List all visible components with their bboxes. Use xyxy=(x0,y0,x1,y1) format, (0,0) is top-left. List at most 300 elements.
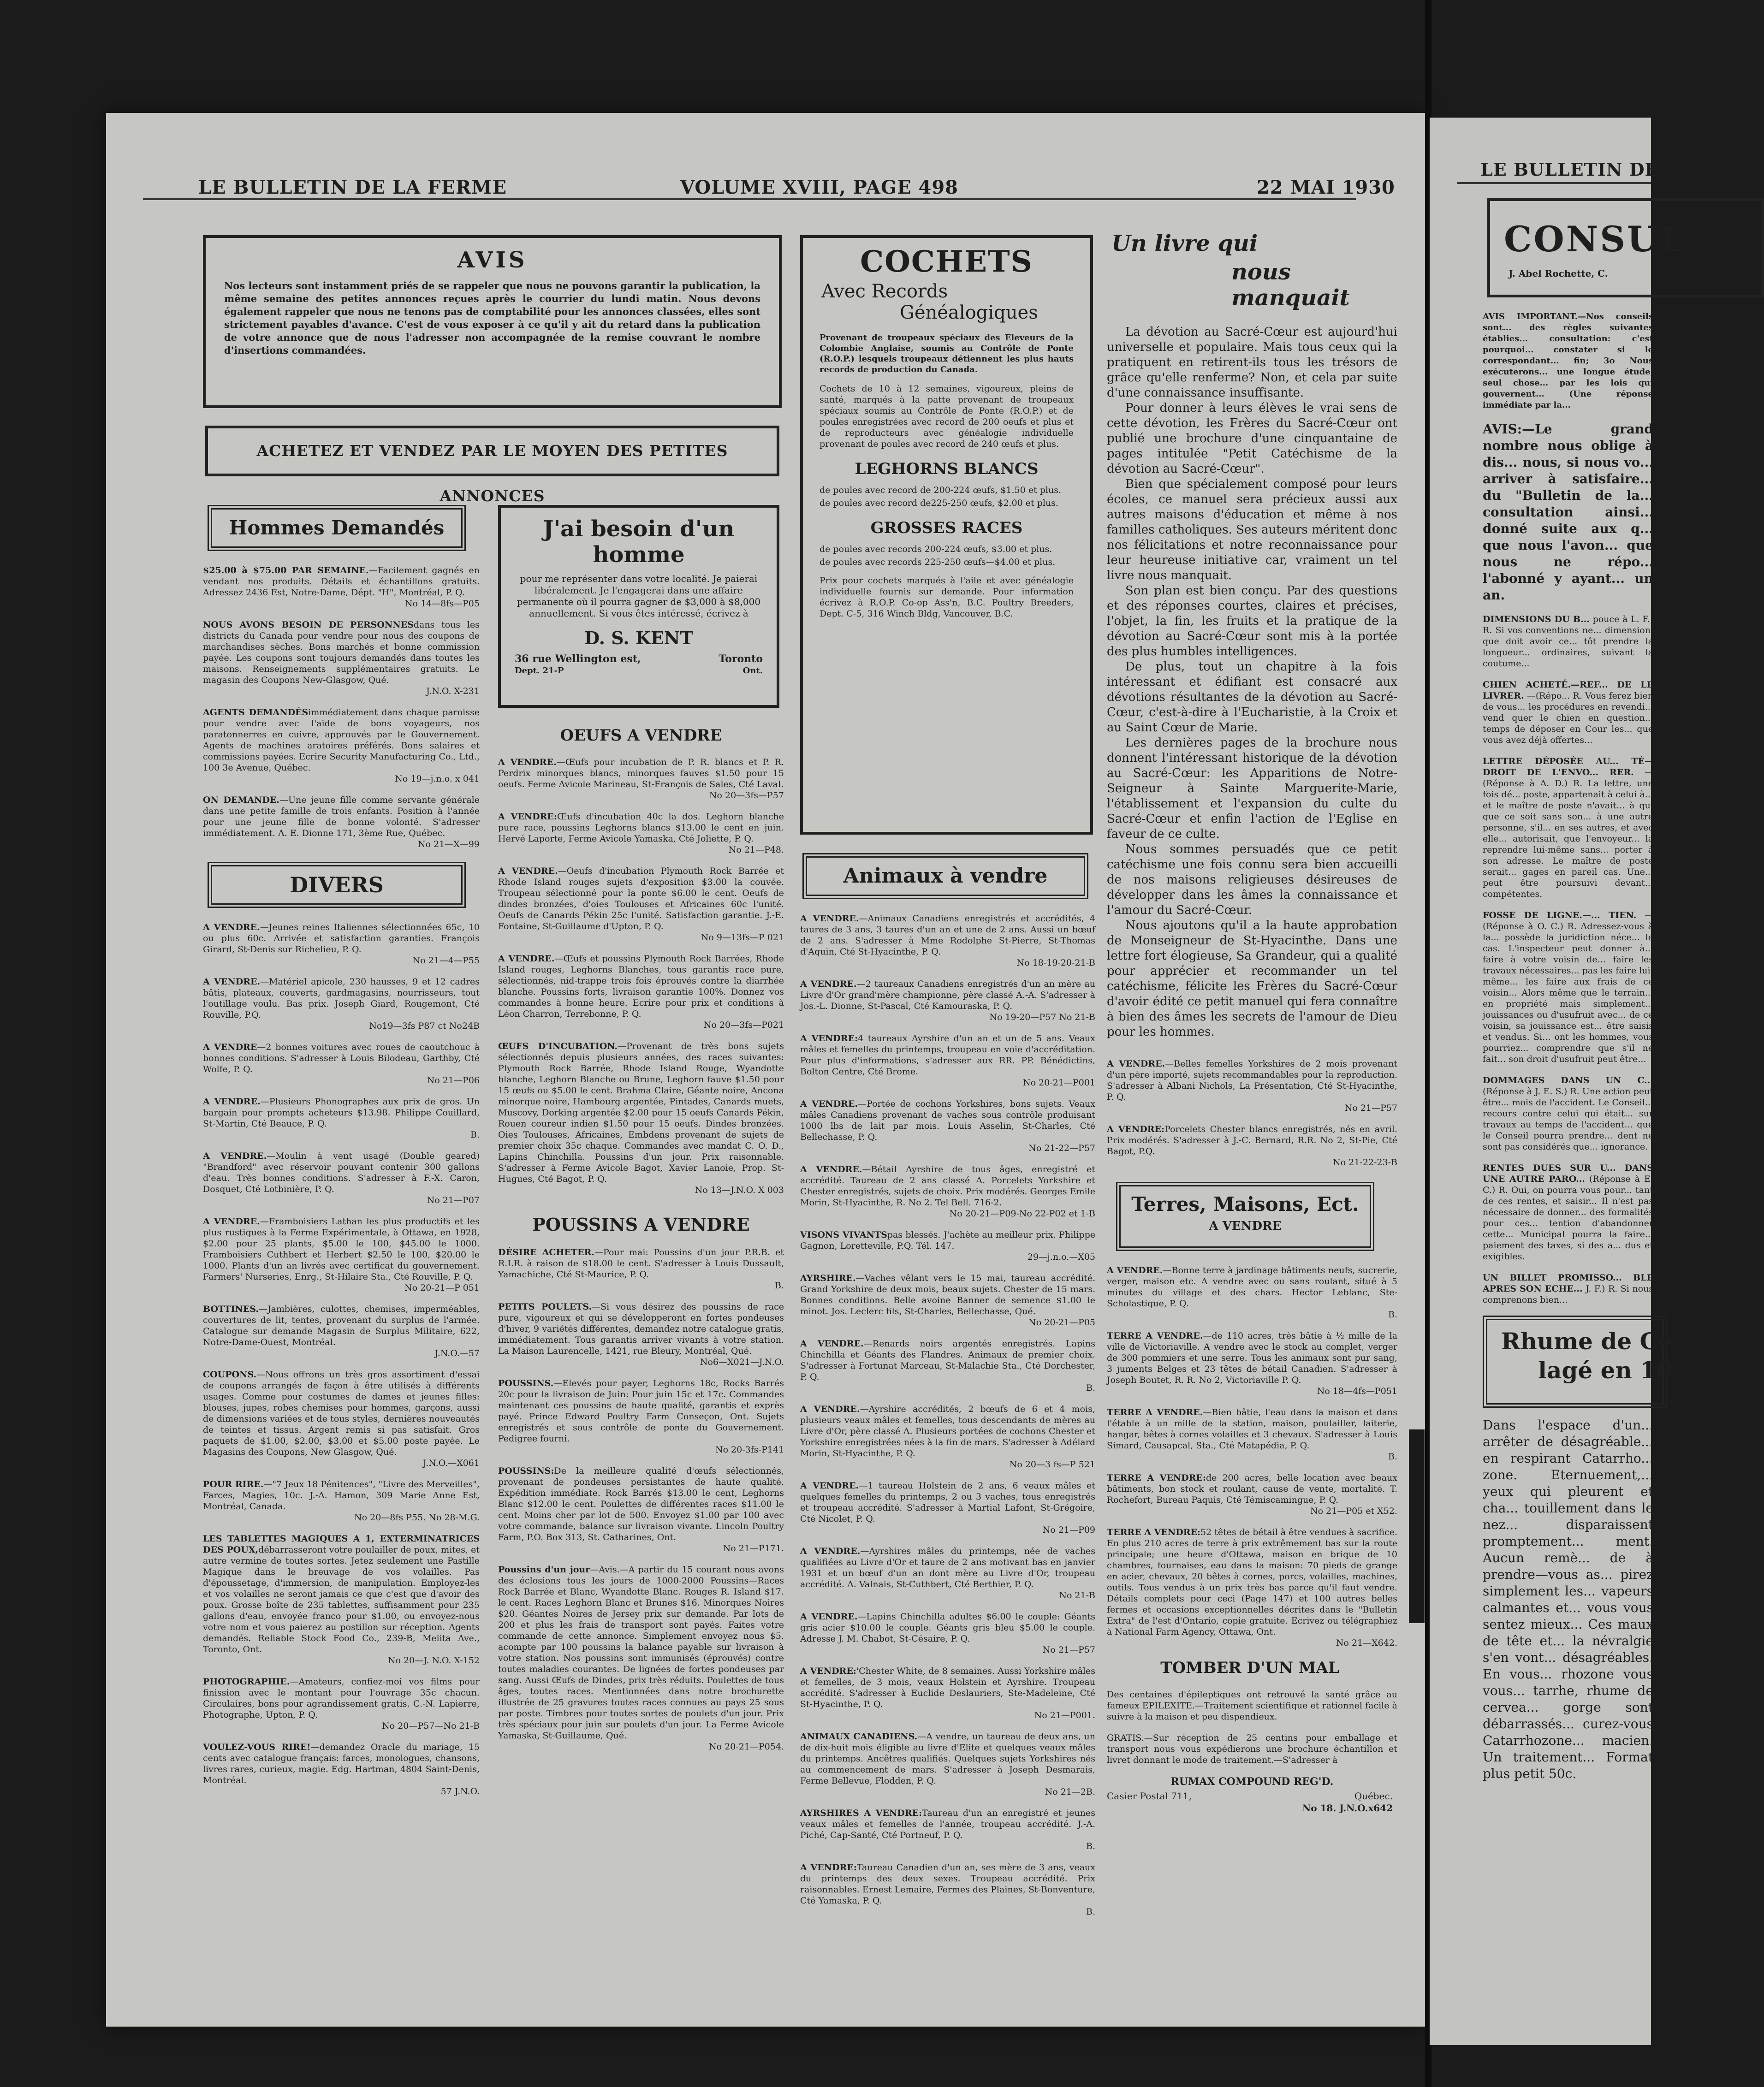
terres-ads xyxy=(1107,1265,1397,1648)
ad-text: —Œufs et poussins Plymouth Rock Barrées, Rhode Island rouges, Leghorns Blanches, tous garantis race pure, sélectionnés, nid-trappe trois fois éprouvés contre la diarrhée blanche. Poussins forts, livraison garantie 100%. Donnez vos commandes à bonne heure. Ecrire pour prix et conditions à Léon Charron, Terrebonne, P. Q. xyxy=(498,954,784,1019)
classified-ad xyxy=(800,913,1095,968)
avis-box xyxy=(203,235,782,408)
cochets-title: COCHETS xyxy=(860,244,1033,279)
ad-lead: A VENDRE. xyxy=(203,922,260,932)
classified-ad xyxy=(498,953,784,1031)
besoin-addr: 36 rue Wellington est, xyxy=(515,653,641,665)
besoin-title: J'ai besoin d'un homme xyxy=(543,516,735,568)
classified-ad xyxy=(498,757,784,801)
consultation-answer xyxy=(1483,614,1653,669)
classified-ad xyxy=(498,1378,784,1455)
ad-reference: No 21—P57 xyxy=(1344,1103,1397,1113)
ad-lead: A VENDRE: xyxy=(498,812,557,822)
ad-lead: A VENDRE: xyxy=(800,1033,858,1044)
ad-text: —Bien bâtie, l'eau dans la maison et dans l'étable à un mille de la station, maison, poulailler, laiterie, hangar, bêtes à cornes volailles et 3 chevaux. S'adresser à Louis Simard, Causapcal, Sta., Cté Matapédia, P. Q. xyxy=(1107,1407,1398,1451)
ad-reference: No 21—P57 xyxy=(1042,1645,1095,1655)
ad-lead: A VENDRE. xyxy=(800,979,857,989)
page2-masthead: LE BULLETIN DE xyxy=(1480,159,1659,180)
grosses-line1: de poules avec records 200-224 œufs, $3.00 et plus. xyxy=(820,544,1052,554)
ad-lead: A VENDRE: xyxy=(800,1862,857,1873)
ad-lead: A VENDRE. xyxy=(800,1404,860,1414)
ad-text: —Pour mai: Poussins d'un jour P.R.B. et R.I.R. à raison de $18.00 le cent. S'adresser à Louis Dussault, Yamachiche, Cté St-Maurice, P. Q. xyxy=(498,1247,784,1280)
ad-lead: TERRE A VENDRE. xyxy=(1107,1331,1203,1341)
ad-reference: No 21-22—P57 xyxy=(1028,1143,1095,1153)
consultation-answer xyxy=(1483,756,1653,900)
classified-ad xyxy=(203,794,480,850)
besoin-city: Toronto xyxy=(719,653,763,665)
ad-text: débarrasseront votre poulailler de poux, mites, et autre vermine de toutes sortes. Jetez seulement une Pastille Magique dans le breuvage de vos volailles. Pas d'époussetage, d'immersion, de manipulation. Employez-les et vos volailles ne seront jamais ce que c'est que d'avoir des poux. Grosse boîte de 235 tablettes, suffisamment pour 235 gallons d'eau, envoyée franco pour $1.00, ou envoyez-nous votre nom et vous paierez au postillon sur réception. Agents demandés. Reliable Stock Food Co., 239-B, Melita Ave., Toronto, Ont. xyxy=(203,1545,480,1654)
ad-reference: No 20—J. N.O. X-152 xyxy=(387,1655,480,1666)
tomber-addr: Casier Postal 711, xyxy=(1107,1791,1192,1802)
article-paragraph: Son plan est bien conçu. Par des questions et des réponses courtes, claires et précises, l'objet, la fin, les fruits et la pratique de la dévotion au Sacré-Cœur sont mis à la portée des plus humbles intelligences. xyxy=(1107,584,1397,658)
ad-lead: A VENDRE. xyxy=(800,1546,861,1556)
ad-reference: No19—3fs P87 ct No24B xyxy=(369,1021,480,1031)
cochets-sub2: Généalogiques xyxy=(900,302,1038,323)
ad-lead: A VENDRE. xyxy=(1107,1059,1165,1069)
classified-ad xyxy=(800,1273,1095,1328)
tomber-p2: GRATIS.—Sur réception de 25 centins pour emballage et transport nous vous expédierons une brochure échantillon et livret donnant le mode de traitement.—S'adresser à xyxy=(1107,1733,1397,1765)
ad-lead: A VENDRE. xyxy=(498,954,555,964)
classified-ad xyxy=(800,1731,1095,1797)
ad-lead: AGENTS DEMANDÉS xyxy=(203,707,309,717)
ad-reference: No 21—X642. xyxy=(1336,1638,1397,1648)
ad-text: —Oeufs d'incubation Plymouth Rock Barrée et Rhode Island rouges sujets d'exposition $3.00 la couvée. Troupeau sélectionné pour la ponte $6.00 le cent. Oeufs de dindes bronzées, d'oies Toulouses et Africaines 60c l'unité. Oeufs de Canards Pékin 25c l'unité. Satisfaction garantie. J.-E. Fontaine, St-Guillaume d'Upton, P. Q. xyxy=(498,866,784,931)
ad-text: 4 taureaux Ayrshire d'un an et un de 5 ans. Veaux mâles et femelles du printemps, troupeau en voie d'accréditation. Pour plus d'informations, s'adresser aux RR. PP. Bénédictins, Bolton Centre, Cté Brome. xyxy=(800,1033,1095,1077)
classified-ad xyxy=(1107,1058,1397,1114)
ad-reference: No 21—P48. xyxy=(728,845,784,855)
ad-text: —Jambières, culottes, chemises, imperméables, couvertures de lit, tentes, provenant du surplus de l'armée. Catalogue sur demande Magasin de Surplus Militaire, 622, Notre-Dame-Ouest, Montréal. xyxy=(203,1304,480,1347)
issue-date: 22 MAI 1930 xyxy=(1257,177,1395,198)
animaux-header-box xyxy=(802,853,1088,899)
classified-ad xyxy=(498,1041,784,1196)
page2-header-rule xyxy=(1457,182,1651,184)
column-1 xyxy=(203,505,480,1971)
ad-lead: ON DEMANDE. xyxy=(203,795,280,805)
answer-title: UN BILLET PROMISSO... BLE APRES SON ECHE... xyxy=(1483,1273,1653,1294)
answer-text: —(Répo... R. Vous ferez bien de vous... les procédures en revendi... vend quer le chien en question... temps de déposer en Cour les... que vous avez déjà offertes... xyxy=(1483,691,1653,745)
divers-title: DIVERS xyxy=(290,872,384,897)
besoin-box xyxy=(498,505,779,708)
besoin-address xyxy=(515,653,763,681)
classified-ad xyxy=(1107,1472,1397,1517)
divers-header-box xyxy=(208,862,466,908)
terres-header-box xyxy=(1116,1182,1374,1251)
livre-title2: nous manquait xyxy=(1231,259,1350,311)
ad-lead: ANIMAUX CANADIENS. xyxy=(800,1731,918,1742)
ad-lead: POUR RIRE. xyxy=(203,1479,264,1489)
classified-ad xyxy=(800,1480,1095,1536)
ad-lead: DÉSIRE ACHETER. xyxy=(498,1247,594,1257)
classified-ad xyxy=(203,1742,480,1797)
ad-reference: No 20-21—P 051 xyxy=(404,1283,480,1293)
leghorns-line2: de poules avec record de225-250 œufs, $2.00 et plus. xyxy=(820,498,1058,508)
ad-reference: No 21-B xyxy=(1059,1590,1095,1601)
ad-text: —Facilement gagnés en vendant nos produits. Détails et échantillons gratuits. Adressez 2436 Est, Notre-Dame, Dépt. "H", Montréal, P. Q. xyxy=(203,565,480,598)
ad-text: —Jeunes reines Italiennes sélectionnées 65c, 10 ou plus 60c. Arrivée et satisfaction garanties. François Girard, St-Denis sur Richelieu, P. Q. xyxy=(203,922,480,955)
leghorns-line1: de poules avec record de 200-224 œufs, $1.50 et plus. xyxy=(820,485,1062,495)
classified-ad xyxy=(800,1098,1095,1154)
rhume-title1: Rhume de Ce xyxy=(1501,1328,1673,1355)
ad-text: —Elevés pour payer, Leghorns 18c, Rocks Barrés 20c pour la livraison de Juin: Pour juin 15c et 17c. Commandes maintenant ces poussins de haute qualité, garantis et exprès payé. Prince Edward Poultry Farm Conseçon, Ont. Sujets enregistrés et sous contrôle de ponte du Gouvernement. Pedigree fourni. xyxy=(498,1378,784,1444)
ad-reference: 29—j.n.o.—X05 xyxy=(1027,1252,1095,1262)
ad-text: —Bonne terre à jardinage bâtiments neufs, sucrerie, verger, maison etc. A vendre avec ou sans roulant, situé à 5 minutes du village et des chars. Hector Leblanc, Ste-Scholastique, P. Q. xyxy=(1107,1265,1397,1309)
besoin-name: D. S. KENT xyxy=(584,628,693,648)
classified-ad xyxy=(203,922,480,966)
ad-lead: A VENDRE. xyxy=(800,1099,858,1109)
ad-text: Porcelets Chester blancs enregistrés, nés en avril. Prix modérés. S'adresser à J.-C. Bernard, R.R. No 2, St-Pie, Cté Bagot, P.Q. xyxy=(1107,1124,1398,1156)
cochets-intro: Provenant de troupeaux spéciaux des Eleveurs de la Colombie Anglaise, soumis au Contrôle de Ponte (R.O.P.) lesquels troupeaux détiennent les plus hauts records de production du Canada. xyxy=(820,333,1074,374)
ad-text: —2 taureaux Canadiens enregistrés d'un an mère au Livre d'Or grand'mère championne, père classé A.-A. S'adresser à Jos.-L. Dionne, St-Pascal, Cté Kamouraska, P. Q. xyxy=(800,979,1095,1011)
ad-lead: A VENDRE. xyxy=(498,866,558,876)
classified-ad xyxy=(800,1666,1095,1721)
classified-ad xyxy=(203,1304,480,1359)
article-paragraph: De plus, tout un chapitre à la fois intéressant et édifiant est consacré aux dévotions résultantes de la dévotion au Sacré-Cœur, c'est-à-dire à l'Eucharistie, à la Croix et au Saint Cœur de Marie. xyxy=(1107,660,1397,735)
ad-reference: No 21—P171. xyxy=(723,1543,784,1553)
ad-text: —Moulin à vent usagé (Double geared) "Brandford" avec réservoir pouvant contenir 300 gallons d'eau. Très bonnes conditions. S'adresser à F.-X. Caron, Dosquet, Cté Lotbinière, P. Q. xyxy=(203,1151,480,1194)
ad-text: —Belles femelles Yorkshires de 2 mois provenant d'un père importé, sujets recommandables pour la reproduction. S'adresser à Albani Nichols, La Présentation, Cté St-Hyacinthe, P. Q. xyxy=(1107,1059,1397,1102)
ad-lead: A VENDRE xyxy=(203,1042,257,1052)
classified-ad xyxy=(1107,1265,1397,1320)
ad-reference: No 18—4fs—P051 xyxy=(1317,1386,1397,1396)
consultation-answer xyxy=(1483,1272,1653,1305)
ad-text: —Si vous désirez des poussins de race pure, vigoureux et qui se développeront en fortes pondeuses d'hiver, 9 variétés différentes, demandez notre catalogue gratis, immédiatement. Tous garantis arriver vivants à votre station. La Maison Laurencelle, 1421, rue Bleury, Montréal, Qué. xyxy=(498,1302,784,1356)
classified-ad xyxy=(203,619,480,697)
ad-text: —Bétail Ayrshire de tous âges, enregistré et accrédité. Taureau de 2 ans classé A. Porcelets Yorkshire et Chester enregistrés, sujets de choix. Prix modérés. Georges Emile Morin, St-Hyacinthe, R. No 2. Tel Bell. 716-2. xyxy=(800,1164,1096,1208)
ad-reference: No 21—P09 xyxy=(1042,1525,1095,1535)
classified-ad xyxy=(203,565,480,609)
ad-lead: A VENDRE: xyxy=(800,1666,856,1676)
leghorns-title: LEGHORNS BLANCS xyxy=(855,460,1039,478)
answer-text: —(Réponse à A. D.) R. La lettre, une fois dé... poste, appartenait à celui à... et le maître de poste n'avait... à qui que ce soit sans son... à une autre personne, s'il... en ses autres, et avec elle... autorisait, que l'envoyeur... la reprendre lui-même sans... porter à son adresse. Le maître de poste serait... gages en pareil cas. Une... peut être poursuivi devant... compétentes. xyxy=(1483,767,1653,899)
column-2 xyxy=(498,505,784,1971)
avis-body: Nos lecteurs sont instamment priés de se rappeler que nous ne pouvons garantir la publication, la même semaine des petites annonces reçues après le courrier du lundi matin. Nous devons également rappeler que nous ne tenons pas de comptabilité pour les annonces classées, elles sont strictement payables d'avance. C'est de vous exposer à ce qu'il y ait du retard dans la publication de votre annonce que de nous l'adresser non accompagnée de la remise couvrant le nombre d'insertions commandées. xyxy=(224,280,760,356)
ad-text: —"7 Jeux 18 Pénitences", "Livre des Merveilles", Farces, Magies, 10c. J.-A. Hamon, 309 Marie Anne Est, Montréal, Canada. xyxy=(203,1479,480,1512)
ad-lead: POUSSINS. xyxy=(498,1378,554,1388)
ad-reference: No 21—2B. xyxy=(1045,1787,1095,1797)
ad-text: Taureau d'un an enregistré et jeunes veaux mâles et femelles de l'année, troupeau accrédité. J.-A. Piché, Cap-Santé, Cté Portneuf, P. Q. xyxy=(800,1808,1095,1840)
besoin-dept: Dept. 21-P xyxy=(515,666,564,676)
ad-lead: PHOTOGRAPHIE. xyxy=(203,1677,290,1687)
achetez-banner xyxy=(205,426,779,505)
answer-title: RENTES DUES SUR U... DANS UNE AUTRE PARO... xyxy=(1483,1163,1653,1184)
ad-reference: J.N.O. X-231 xyxy=(426,686,480,696)
ad-lead: A VENDRE: xyxy=(1107,1124,1165,1134)
ad-text: —Animaux Canadiens enregistrés et accrédités, 4 taures de 3 ans, 3 taures d'un an et une de 2 ans. Aussi un bœuf de 2 ans. S'adresser à Mme Rodolphe St-Pierre, St-Thomas d'Aquin, Cté St-Hyacinthe, P. Q. xyxy=(800,913,1095,957)
ad-lead: TERRE A VENDRE: xyxy=(1107,1527,1201,1537)
poussins-title: POUSSINS A VENDRE xyxy=(532,1214,750,1235)
tomber-ref: No 18. J.N.O.x642 xyxy=(1302,1802,1393,1814)
ad-text: —Avis.—A partir du 15 courant nous avons des éclosions tous les jours de 1000-2000 Poussins—Races Rock Barrée et Blanc, Wyandotte Blanc. Rouges R. Island $17. le cent. Races Leghorn Blanc et Brunes $16. Minorques Noires $20. Géantes Noires de Jersey prix sur demande. Par lots de 200 et plus les frais de transport sont payés. Faites votre commande de cette annonce. Simplement envoyez nous $5. acompte par 100 poussins la balance payable sur livraison à votre station. Nos poussins sont immunisés (éprouvés) contre toutes maladies courantes. De lignées de fortes pondeuses par sang. Aussi Œufs de Dindes, prix très réduits. Poulettes de tous âges, toutes races. Mentionnées dans notre brochurette illustrée de 25 gravures toutes races connues au pays 25 sous par poste. Timbres pour toutes sortes de poulets d'un jour. Prix très spéciaux pour juin sur poulets d'un jour. La Ferme Avicole Yamaska, St-Guillaume, Qué. xyxy=(498,1565,784,1741)
consult-box xyxy=(1487,198,1764,297)
answer-text: (Réponse à E. C.) R. Oui, on pourra vous pour... tant de ces rentes, et saisir... Il n'est pas nécessaire de donner... des formalités pour ces... tention d'abandonner cette... Municipal pourra la faire... paiement des taxes, si des a... dus et exigibles. xyxy=(1483,1174,1653,1262)
classified-ad xyxy=(800,1404,1095,1470)
livre-title1: Un livre qui xyxy=(1111,231,1258,256)
ad-text: pas blessés. J'achète au meilleur prix. Philippe Gagnon, Loretteville, P.Q. Tél. 147. xyxy=(800,1230,1095,1251)
classified-ad xyxy=(800,978,1095,1023)
answer-title: DIMENSIONS DU B... xyxy=(1483,614,1590,624)
ad-text: —A vendre, un taureau de deux ans, un de dix-huit mois éligible au livre d'Elite et quelques veaux mâles du printemps. Ancêtres qualifiés. Quelques sujets Yorkshires nés au commencement de mars. S'adresser à Joseph Desmarais, Ferme Bellevue, Flodden, P. Q. xyxy=(800,1731,1095,1786)
cochets-p1: Cochets de 10 à 12 semaines, vigoureux, pleins de santé, marqués à la patte provenant de troupeaux spéciaux soumis au Contrôle de Ponte (R.O.P.) et de poules enregistrées avec record de 200 oeufs et plus et de reproducteurs avec généalogie individuelle provenant de poules avec record de 240 œufs et plus. xyxy=(820,384,1074,449)
classified-ad xyxy=(203,1150,480,1206)
ad-lead: A VENDRE. xyxy=(203,977,261,987)
ad-lead: A VENDRE. xyxy=(1107,1265,1163,1275)
grosses-line2: de poules avec records 225-250 œufs—$4.00 et plus. xyxy=(820,557,1056,567)
ad-text: —Renards noirs argentés enregistrés. Lapins Chinchilla et Géants des Flandres. Animaux de premier choix. S'adresser à Fortunat Marceau, St-Malachie Sta., Cté Dorchester, P. Q. xyxy=(800,1339,1095,1382)
ad-lead: VISONS VIVANTS xyxy=(800,1230,887,1240)
ad-lead: TERRE A VENDRE: xyxy=(1107,1473,1206,1483)
ad-reference: B. xyxy=(774,1281,784,1291)
ad-text: —Plusieurs Phonographes aux prix de gros. Un bargain pour prompts acheteurs $13.98. Philippe Couillard, St-Martin, Cté Beauce, P. Q. xyxy=(203,1097,480,1129)
classified-ad xyxy=(800,1862,1095,1917)
consult-subtitle: J. Abel Rochette, C. xyxy=(1509,268,1608,279)
ad-reference: No 13—J.N.O. X 003 xyxy=(695,1185,784,1195)
ad-text: —demandez Oracle du mariage, 15 cents avec catalogue français: farces, monologues, chansons, livres rares, curieux, magie. Edg. Hartman, 4804 Saint-Denis, Montréal. xyxy=(203,1742,480,1785)
ad-text: —Lapins Chinchilla adultes $6.00 le couple: Géants gris acier $10.00 le couple. Géants gris bleu $5.00 le couple. Adresse J. M. Chabot, St-Césaire, P. Q. xyxy=(800,1612,1096,1644)
consultation-answer xyxy=(1483,679,1653,746)
ad-reference: No 21—P05 et X52. xyxy=(1310,1506,1397,1516)
ad-reference: No 21—P06 xyxy=(427,1075,480,1085)
page2-column xyxy=(1483,311,1673,1833)
ad-reference: No 20-21—P001 xyxy=(1023,1078,1095,1088)
animaux-ads xyxy=(800,913,1095,1917)
classified-ad xyxy=(800,1033,1095,1088)
ad-text: —Portée de cochons Yorkshires, bons sujets. Veaux mâles Canadiens provenant de vaches sous contrôle produisant 1000 lbs de lait par mois. Louis Asselin, St-Charles, Cté Bellechasse, P. Q. xyxy=(800,1099,1095,1142)
column-3 xyxy=(800,235,1095,1969)
article-paragraph: Nous sommes persuadés que ce petit catéchisme une fois connu sera bien accueilli de nos maisons religieuses désireuses de développer dans les âmes la connaissance et l'amour du Sacré-Cœur. xyxy=(1107,842,1397,917)
ad-lead: A VENDRE. xyxy=(498,757,557,767)
ad-reference: No 20—3fs—P021 xyxy=(703,1020,784,1030)
ad-lead: POUSSINS: xyxy=(498,1466,554,1476)
oeufs-ads xyxy=(498,757,784,1196)
classified-ad xyxy=(203,1676,480,1731)
classified-ad xyxy=(800,1164,1095,1219)
ad-reference: No 14—8fs—P05 xyxy=(404,599,480,609)
ad-lead: A VENDRE. xyxy=(800,1612,858,1622)
tomber-ad xyxy=(1107,1689,1397,1816)
ad-reference: No 19—j.n.o. x 041 xyxy=(395,774,480,784)
newspaper-page xyxy=(106,113,1425,2027)
grosses-title: GROSSES RACES xyxy=(870,519,1023,537)
ad-reference: No 20-21—P09-No 22-P02 et 1-B xyxy=(949,1209,1095,1219)
ad-text: —2 bonnes voitures avec roues de caoutchouc à bonnes conditions. S'adresser à Louis Bilodeau, Garthby, Cté Wolfe, P. Q. xyxy=(203,1042,480,1074)
ad-text: —Œufs pour incubation de P. R. blancs et P. R. Perdrix minorques blancs, minorques fauves $1.50 pour 15 oeufs. Ferme Avicole Marineau, St-François de Sales, Cté Laval. xyxy=(498,757,784,789)
classified-ad xyxy=(203,976,480,1032)
answer-text: pouce à L. F.) R. Si vos conventions ne... dimension, que doit avoir ce... tôt prendre la longueur... ordinaires, suivant la coutume... xyxy=(1483,614,1653,669)
consultation-answer xyxy=(1483,1162,1653,1262)
article-paragraph: Les dernières pages de la brochure nous donnent l'intéressant historique de la dévotion au Sacré-Cœur: les Apparitions de Notre-Seigneur à Sainte Marguerite-Marie, l'établissement et l'expansion du culte du Sacré-Cœur et enfin l'action de l'Eglise en faveur de ce culte. xyxy=(1107,736,1397,841)
ad-lead: ŒUFS D'INCUBATION. xyxy=(498,1041,618,1051)
cochets-box xyxy=(800,235,1093,835)
masthead-title: LE BULLETIN DE LA FERME xyxy=(198,177,507,198)
ad-text: —Amateurs, confiez-moi vos films pour finission avec le montant pour l'ouvrage 35c chacun. Circulaires, bons pour agrandissement gratis. C.-N. Lapierre, Photographe, Upton, P. Q. xyxy=(203,1677,480,1720)
classified-ad xyxy=(498,1247,784,1291)
classified-ad xyxy=(203,1096,480,1140)
classified-ad xyxy=(203,707,480,784)
answer-title: DOMMAGES DANS UN C... xyxy=(1483,1075,1653,1085)
column-4 xyxy=(1098,221,1402,1974)
ad-reference: No 20-21—P05 xyxy=(1028,1317,1095,1328)
terres-title: Terres, Maisons, Ect. xyxy=(1131,1193,1359,1215)
ad-reference: No 19-20—P57 No 21-B xyxy=(989,1012,1095,1022)
article-paragraph: Nous ajoutons qu'il a la haute approbation de Monseigneur de St-Hyacinthe. Dans une lettre fort élogieuse, Sa Grandeur, qui a qualité pour apprécier et recommander un tel catéchisme, félicite les Frères du Sacré-Cœur d'avoir édité ce petit manuel qui fera connaître à bien des âmes les secrets de l'amour de Dieu pour les hommes. xyxy=(1107,919,1397,1039)
article-paragraph: La dévotion au Sacré-Cœur est aujourd'hui universelle et populaire. Mais tous ceux qui la pratiquent en retirent-ils tous les trésors de grâce qu'elle renferme? Non, et cela par suite d'une connaissance insuffisante. xyxy=(1107,325,1397,400)
ad-reference: No 21-22-23-B xyxy=(1333,1157,1397,1168)
classified-ad xyxy=(498,866,784,943)
consultation-answer xyxy=(1483,1075,1653,1152)
ad-lead: A VENDRE. xyxy=(800,1481,859,1491)
classified-ad xyxy=(498,1564,784,1752)
answer-text: (Réponse à J. E. S.) R. Une action peut être... mois de l'accident. Le Conseil... recours contre celui qui était... sur travaux au temps de l'accident... que le Conseil pourra prendre... dent ne sont pas considérés que... ignorance. xyxy=(1483,1086,1653,1152)
classified-ad xyxy=(1107,1527,1397,1648)
ad-lead: A VENDRE. xyxy=(800,913,859,924)
consultation-answer xyxy=(1483,910,1653,1065)
answer-text: J. F.) R. Si nous comprenons bien... xyxy=(1483,1284,1653,1305)
classified-ad xyxy=(203,1042,480,1086)
ad-lead: $25.00 à $75.00 PAR SEMAINE. xyxy=(203,565,369,575)
ad-text: —Une jeune fille comme servante générale dans une petite famille de trois enfants. Position à l'année pour une jeune fille de bonne volonté. S'adresser immédiatement. A. E. Dionne 171, 3ème Rue, Québec. xyxy=(203,795,480,838)
ad-reference: B. xyxy=(1388,1452,1397,1462)
ad-text: Taureau Canadien d'un an, ses mère de 3 ans, veaux du printemps des deux sexes. Troupeau accrédité. Prix raisonnables. Ernest Lemaire, Fermes des Plaines, St-Bonventure, Cté Yamaska, P. Q. xyxy=(800,1862,1096,1906)
ad-lead: AYRSHIRE. xyxy=(800,1273,856,1283)
avis-title: AVIS xyxy=(457,247,528,273)
ad-lead: BOTTINES. xyxy=(203,1304,259,1314)
classified-ad xyxy=(498,811,784,855)
rhume-title2: lagé en 10 xyxy=(1538,1357,1672,1384)
ad-reference: No 20-21—P054. xyxy=(709,1742,784,1752)
tomber-address xyxy=(1107,1791,1397,1816)
divers-ads xyxy=(203,922,480,1797)
ad-reference: J.N.O.—57 xyxy=(434,1348,480,1358)
article-paragraph: Pour donner à leurs élèves le vrai sens de cette dévotion, les Frères du Sacré-Cœur ont publié une brochure d'une cinquantaine de pages intitulée "Petit Catéchisme de la dévotion au Sacré-Cœur". xyxy=(1107,401,1397,476)
ad-lead: LES TABLETTES MAGIQUES A 1, EXTERMINATRICES DES POUX, xyxy=(203,1534,480,1555)
ad-text: 'Chester White, de 8 semaines. Aussi Yorkshire mâles et femelles, de 3 mois, veaux Holstein et Ayrshire. Troupeau accrédité. S'adresser à Euclide Deslauriers, Ste-Madeleine, Cté St-Hyacinthe, P. Q. xyxy=(800,1666,1095,1709)
classified-ad xyxy=(1107,1407,1397,1462)
ad-reference: No 21—P001. xyxy=(1034,1710,1095,1720)
tomber-city: Québec. xyxy=(1354,1791,1393,1802)
classified-ad xyxy=(498,1301,784,1368)
ad-text: dans tous les districts du Canada pour vendre pour nous des coupons de marchandises sèches. Bons marchés et bonne commission payée. Les coupons sont toujours demandés dans toutes les maisons. Renseignements supplémentaires gratuits. Le magasin des Coupons New-Glasgow, Qué. xyxy=(203,620,480,685)
tomber-title: TOMBER D'UN MAL xyxy=(1160,1659,1339,1677)
ad-reference: B. xyxy=(1086,1841,1095,1851)
ad-reference: No 20—3 fs—P 521 xyxy=(1009,1459,1095,1470)
ad-text: —Nous offrons un très gros assortiment d'essai de coupons arrangés de façon à être utilisés à différents usages. Comme pour costumes de dames et jeunes filles: blouses, jupes, robes chemises pour hommes, garçons, aussi de dimensions variées et de tous styles, dernières nouveautés de teintes et tissus. Argent remis si pas satisfait. Gros paquets de $1.00, $2.00, $3.00 et $5.00 poste payée. Le Magasins des Coupons, New Glasgow, Qué. xyxy=(203,1370,480,1457)
classified-ad xyxy=(800,1808,1095,1852)
hommes-title: Hommes Demandés xyxy=(229,516,445,539)
answer-title: LETTRE DÉPOSÉE AU... TÉ—DROIT DE L'ENVO... RER. xyxy=(1483,756,1653,777)
ad-reference: No 20—3fs—P57 xyxy=(709,790,784,800)
tomber-name: RUMAX COMPOUND REG'D. xyxy=(1170,1776,1334,1788)
ad-text: immédiatement dans chaque paroisse pour vendre avec l'aide de bons voyageurs, nos paratonnerres en cuivre, approuvés par le Gouvernement. Agents de machines aratoires préférés. Bons salaires et commissions payées. Ecrire Security Manufacturing Co., Ltd., 100 3e Avenue, Québec. xyxy=(203,707,480,773)
ad-reference: B. xyxy=(1086,1383,1095,1393)
ad-lead: Poussins d'un jour xyxy=(498,1565,590,1575)
ad-reference: No 21—4—P55 xyxy=(412,955,480,966)
adjacent-page xyxy=(1430,118,1686,2045)
ad-text: 52 têtes de bétail à être vendues à sacrifice. En plus 210 acres de terre à prix extrêmement bas sur la route principale; une heure d'Ottawa, maison en brique de 10 chambres, fournaises, eau dans la maison: 70 pieds de grange en acier, chevaux, 20 bêtes à cornes, porcs, volailles, machines, outils. Tous vendus à un prix très bas parce qu'il faut vendre. Détails complets pour ceci (Page 147) et 100 autres belles fermes et occasions exceptionnelles décrites dans le "Bulletin Extra" de l'est d'Ontario, copie gratuite. Ecrivez ou télégraphiez à National Farm Agency, Ottawa, Ont. xyxy=(1107,1527,1397,1637)
yorkshire-ads xyxy=(1107,1058,1397,1168)
header-rule xyxy=(143,198,1356,200)
ad-lead: A VENDRE. xyxy=(203,1151,267,1161)
hommes-header-box xyxy=(208,505,466,551)
consult-title: CONSUL xyxy=(1504,219,1686,260)
ad-text: —Matériel apicole, 230 hausses, 9 et 12 cadres bâtis, plateaux, couverts, gardmagasins, nourrisseurs, tout l'outillage voulu. Bas prix. Joseph Giard, Rougemont, Cté Rouville, P.Q. xyxy=(203,977,480,1020)
ad-lead: A VENDRE. xyxy=(800,1339,864,1349)
page2-avis: AVIS:—Le grand nombre nous oblige à dis... nous, si nous vo... arriver à satisfaire... du "Bulletin de la... consultation ainsi... donné suite aux q... que nous l'avon... que nous ne répo... l'abonné y ayant... un an. xyxy=(1483,421,1653,603)
classified-ad xyxy=(1107,1330,1397,1397)
livre-article xyxy=(1107,325,1397,1040)
ad-reference: No 20—8fs P55. No 28-M.G. xyxy=(354,1512,480,1523)
ad-lead: COUPONS. xyxy=(203,1370,257,1380)
ad-reference: No 21—X—99 xyxy=(418,839,480,849)
classified-ad xyxy=(498,1465,784,1554)
ad-lead: A VENDRE. xyxy=(203,1216,260,1227)
ad-text: De la meilleure qualité d'œufs sélectionnés, provenant de pondeuses persistantes de haute qualité. Expédition immédiate. Rock Barrés $13.00 le cent, Leghorns Blanc $12.00 le cent. Poulettes de différentes races $11.00 le cent. Moins cher par lot de 500. Envoyez $1.00 par 100 avec votre commande, balance sur livraison vivante. Lincoln Poultry Farm, P.O. Box 313, St. Catharines, Ont. xyxy=(498,1466,784,1542)
classified-ad xyxy=(203,1479,480,1523)
ad-lead: A VENDRE. xyxy=(203,1097,261,1107)
ad-lead: PETITS POULETS. xyxy=(498,1302,592,1312)
besoin-prov: Ont. xyxy=(742,666,763,676)
classified-ad xyxy=(1107,1124,1397,1168)
ad-reference: No 21—P07 xyxy=(427,1195,480,1205)
ad-reference: No 9—13fs—P 021 xyxy=(701,932,784,943)
besoin-body: pour me représenter dans votre localité. Je paierai libéralement. Je l'engagerai dans une affaire permanente où il pourra gagner de $3,000 à $8,000 annuellement. Si vous êtes intéressé, écrivez à xyxy=(517,573,761,619)
ad-reference: No 18-19-20-21-B xyxy=(1016,958,1095,968)
classified-ad xyxy=(203,1369,480,1469)
ad-text: —Framboisiers Lathan les plus productifs et les plus rustiques à la Ferme Expérimentale, à Ottawa, en 1928, $2.00 pour 25 plants, $5.00 le 100, $45.00 le 1000. Framboisiers Cuthbert et Herbert $2.50 le 100, $20.00 le 1000. Plants d'un an livrés avec certificat du gouvernement. Farmers' Nurseries, Enrg., St-Hilaire Sta., Cté Rouville, P. Q. xyxy=(203,1216,480,1282)
cochets-p2: Prix pour cochets marqués à l'aile et avec généalogie individuelle fournis sur demande. Pour information écrivez à R.O.P. Co-op Ass'n, B.C. Poultry Breeders, Dept. C-5, 316 Winch Bldg, Vancouver, B.C. xyxy=(820,575,1074,619)
ad-reference: No 20-3fs-P141 xyxy=(715,1445,784,1455)
ad-text: —Ayrshire accrédités, 2 bœufs de 6 et 4 mois, plusieurs veaux mâles et femelles, tous descendants de mères au Livre d'Or, père classé A. Plusieurs portées de cochons Chester et Yorkshire enregistrées nées à la fin de mars. S'adresser à Adélard Morin, St-Hyacinthe, P. Q. xyxy=(800,1404,1095,1459)
ad-reference: No 20—P57—No 21-B xyxy=(382,1721,480,1731)
classified-ad xyxy=(203,1533,480,1666)
ad-reference: B. xyxy=(470,1130,480,1140)
achetez-banner-text: ACHETEZ ET VENDEZ PAR LE MOYEN DES PETITES ANNONCES xyxy=(256,442,728,505)
ad-text: —de 110 acres, très bâtie à ½ mille de la ville de Victoriaville. A vendre avec le stock au complet, verger de 300 pommiers et une serre. Tous les animaux sont pur sang, 3 juments Belges et 23 têtes de bétail Canadien. S'adresser à Joseph Boutet, R. R. No 2, Victoriaville P. Q. xyxy=(1107,1331,1397,1385)
oeufs-title: OEUFS A VENDRE xyxy=(560,726,722,745)
ad-lead: A VENDRE. xyxy=(800,1164,862,1174)
page2-important: AVIS IMPORTANT.—Nos conseils sont... des règles suivantes établies... consultation: c'est pourquoi... constater si le correspondant... fin; 3o Nous exécuterons... une longue étude, seul chose... par les lois qui gouvernent... (Une réponse immédiate par la... xyxy=(1483,312,1653,410)
answer-title: CHIEN ACHETÉ.—REF... DE LE LIVRER. xyxy=(1483,680,1653,701)
scan-smudge xyxy=(1409,1429,1425,1623)
hommes-ads xyxy=(203,565,480,850)
ad-text: —Ayrshires mâles du printemps, née de vaches qualifiées au Livre d'Or et taure de 2 ans motivant bas en janvier 1931 et un bœuf d'un an dont mère au Livre d'Or, troupeau accrédité. A. Valnais, St-Cuthbert, Cté Berthier, P. Q. xyxy=(800,1546,1096,1589)
ad-lead: AYRSHIRES A VENDRE: xyxy=(800,1808,922,1818)
ad-reference: B. xyxy=(1086,1907,1095,1917)
classified-ad xyxy=(800,1229,1095,1263)
ad-lead: VOULEZ-VOUS RIRE! xyxy=(203,1742,311,1752)
ad-reference: J.N.O.—X061 xyxy=(423,1458,480,1468)
terres-subtitle: A VENDRE xyxy=(1209,1219,1282,1233)
ad-lead: TERRE A VENDRE. xyxy=(1107,1407,1203,1417)
ad-reference: 57 J.N.O. xyxy=(440,1786,480,1796)
cochets-sub1: Avec Records xyxy=(821,281,948,302)
answer-text: —(Réponse à O. C.) R. Adressez-vous à la... possède la juridiction néce... le cas. L'inspecteur peut donner à... faire à votre voisin de... faire les travaux nécessaires... pas les faire lui-même... les faire aux frais de ce voisin... Alors même que le terrain... en propriété mais simplement... jouissances ou d'usufruit avec... de ce voisin, sa jouissance est... être saisis et vendus. Si... ont les hommes, vous pourriez... comprendre que s'il ne fait... son droit d'usufruit peut être... xyxy=(1483,910,1654,1064)
ad-reference: No6—X021—J.N.O. xyxy=(700,1357,784,1367)
ad-text: de 200 acres, belle location avec beaux bâtiments, bon stock et roulant, cause de vente, mortalité. T. Rochefort, Bureau Paquis, Cté Témiscamingue, P. Q. xyxy=(1107,1473,1397,1505)
ad-reference: B. xyxy=(1388,1310,1397,1320)
ad-text: —Vaches vêlant vers le 15 mai, taureau accrédité. Grand Yorkshire de deux mois, beaux sujets. Chester de 15 mars. Bonnes conditions. Belle avoine Banner de semence $1.00 le minot. Jos. Leclerc fils, St-Charles, Bellechasse, Qué. xyxy=(800,1273,1095,1316)
classified-ad xyxy=(800,1546,1095,1601)
classified-ad xyxy=(203,1216,480,1293)
ad-text: —1 taureau Holstein de 2 ans, 6 veaux mâles et quelques femelles du printemps, 2 ou 3 vaches, tous enregistrés et troupeau accrédité. S'adresser à Martial Lafont, St-Grégoire, Cté Nicolet, P. Q. xyxy=(800,1481,1096,1524)
ad-text: —Provenant de très bons sujets sélectionnés depuis plusieurs années, des races suivantes: Plymouth Rock Barrée, Rhode Island Rouge, Wyandotte blanche, Leghorn Blanche ou Brune, Leghorn fauve $1.50 pour 15 œufs ou $5.00 le cent. Brahma Claire, Géante noire, Ancona minorque noire, Hambourg argentée, Pintades, Canards muets, Muscovy, Dorking argentée $2.00 pour 15 oeufs Canards Pékin, Rouen coureur indien $1.50 pour 15 oeufs. Dindes bronzées. Oies Toulouses, Africaines, Embdens provenant de sujets de premier choix 35c chaque. Commandes avec mandat C. O. D., Lapins Chinchilla. Poussins d'un jour. Prix raisonnable. S'adresser à Ferme Avicole Bagot, Xavier Lanoie, Prop. St-Hugues, Cté Bagot, P. Q. xyxy=(498,1041,784,1184)
classified-ad xyxy=(800,1611,1095,1655)
animaux-title: Animaux à vendre xyxy=(843,864,1048,888)
tomber-p1: Des centaines d'épileptiques ont retrouvé la santé grâce au fameux EPILEXITE.—Traitement scientifique et rationnel facile à suivre à la maison et peu dispendieux. xyxy=(1107,1690,1397,1722)
ad-text: Œufs d'incubation 40c la dos. Leghorn blanche pure race, poussins Leghorns blancs $13.00 le cent en juin. Hervé Laporte, Ferme Avicole Yamaska, Cté Joliette, P. Q. xyxy=(498,812,784,844)
article-paragraph: Bien que spécialement composé pour leurs écoles, ce manuel sera précieux aussi aux autres maisons d'éducation et même à nos familles catholiques. Ses auteurs méritent donc nos félicitations et notre reconnaissance pour leur heureuse initiative car, vraiment un tel livre nous manquait. xyxy=(1107,477,1397,582)
page2-answers xyxy=(1483,614,1653,1305)
volume-page-label: VOLUME XVIII, PAGE 498 xyxy=(680,177,959,198)
